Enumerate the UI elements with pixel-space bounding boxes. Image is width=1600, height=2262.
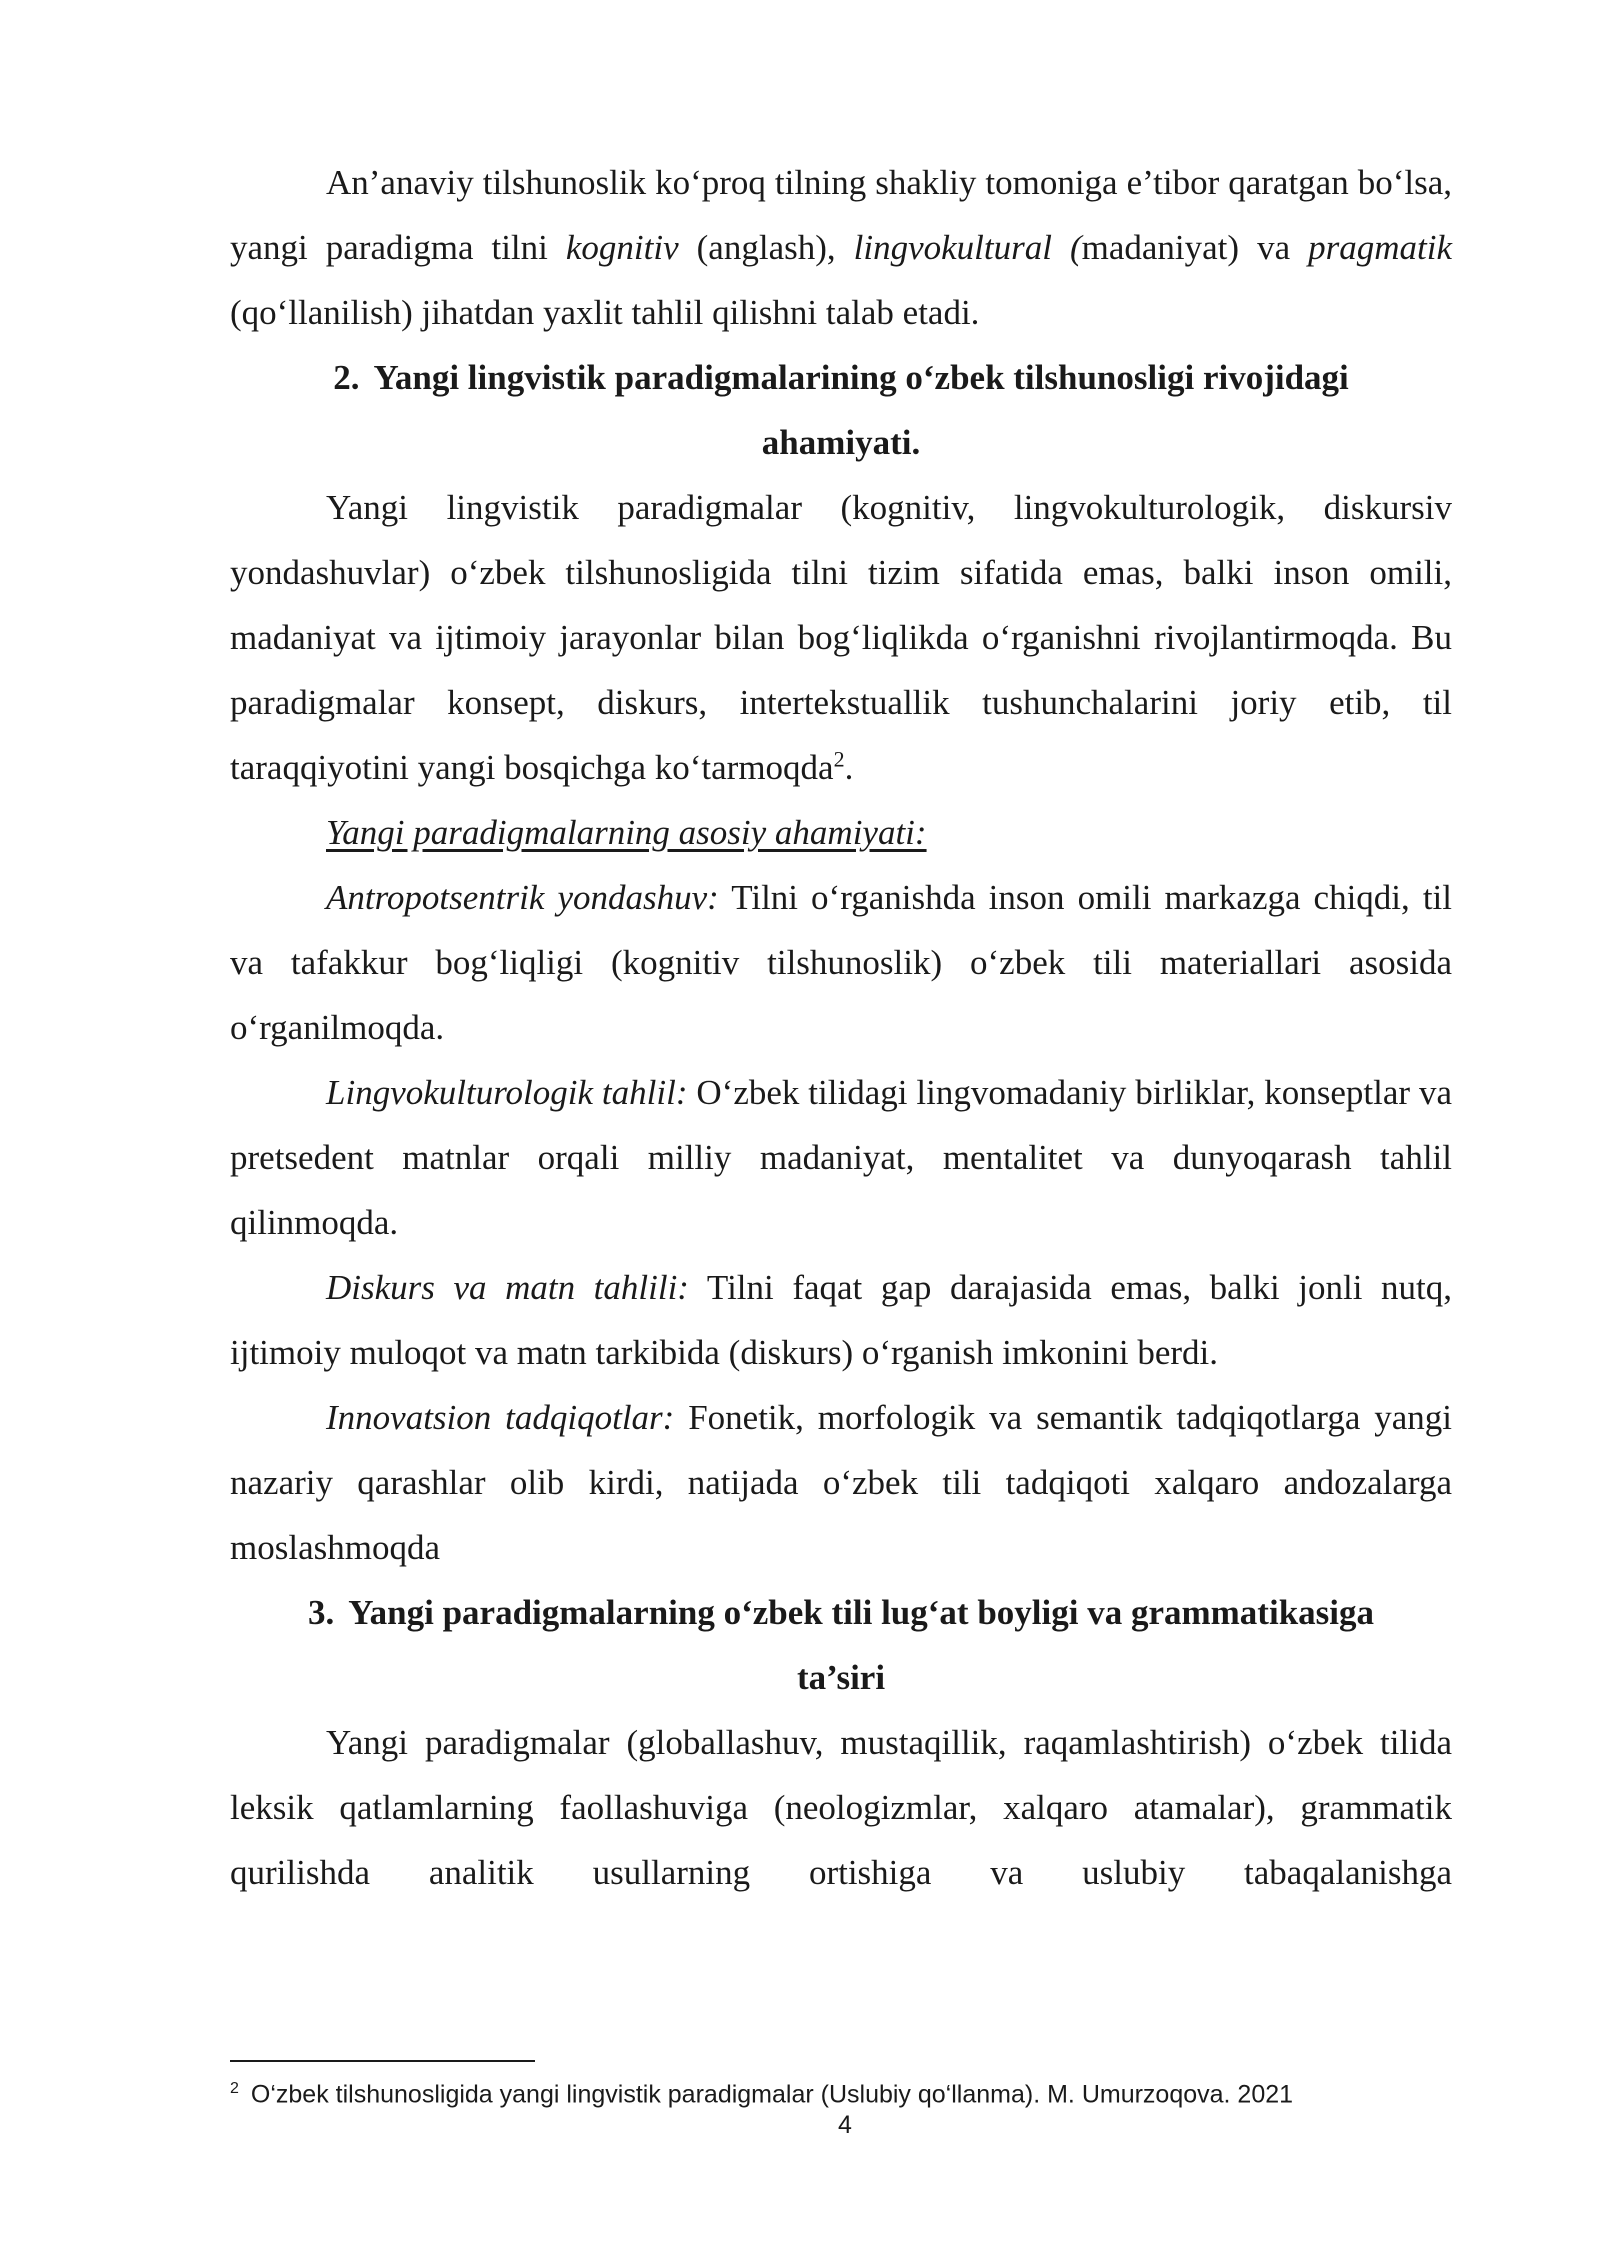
paragraph-text: An’anaviy tilshunoslik ko‘proq tilning shakliy tomoniga e’tibor qaratgan bo‘lsa, yangi paradigma tilni	[230, 163, 1452, 267]
item-text: Fonetik, morfologik va semantik tadqiqotlarga yangi nazariy qarashlar olib kirdi, natijada o‘zbek tili tadqiqoti xalqaro andozalarga moslashmoqda	[230, 1398, 1452, 1567]
paragraph-text: (anglash),	[678, 228, 854, 267]
footnote-reference[interactable]: 2	[833, 746, 845, 772]
paragraph-text: madaniyat) va	[1081, 228, 1309, 267]
paragraph-text: (qo‘llanilish) jihatdan yaxlit tahlil qilishni talab etadi.	[230, 293, 980, 332]
term-lingvokultural: lingvokultural (	[853, 228, 1082, 267]
footnote	[230, 2072, 1293, 2111]
paragraph-section-3	[230, 1710, 1452, 1905]
subheading	[230, 800, 1452, 865]
item-term: Lingvokulturologik tahlil:	[326, 1073, 688, 1112]
list-item	[230, 1255, 1452, 1385]
paragraph-text: Yangi paradigmalar (globallashuv, mustaqillik, raqamlashtirish) o‘zbek tilida leksik qatlamlarning faollashuviga (neologizmlar, xalqaro atamalar), grammatik qurilishda analitik usullarning ortishiga va uslubiy tabaqalanishga	[230, 1723, 1452, 1892]
section-heading-3	[230, 1580, 1452, 1710]
paragraph-text: .	[844, 748, 854, 787]
subheading-text: Yangi paradigmalarning asosiy ahamiyati:	[326, 813, 927, 852]
section-heading-line2: ahamiyati.	[761, 423, 921, 462]
page-number: 4	[838, 2111, 852, 2139]
footnote-text: O‘zbek tilshunosligida yangi lingvistik paradigmalar (Uslubiy qo‘llanma). M. Umurzoqova. 2021	[250, 2080, 1294, 2109]
term-pragmatik: pragmatik	[1308, 228, 1452, 267]
list-item	[230, 865, 1452, 1060]
term-kognitiv: kognitiv	[565, 228, 679, 267]
item-text: O‘zbek tilidagi lingvomadaniy birliklar, konseptlar va pretsedent matnlar orqali milliy madaniyat, mentalitet va dunyoqarash tahlil qilinmoqda.	[230, 1073, 1452, 1242]
list-item	[230, 1385, 1452, 1580]
paragraph-text: Yangi lingvistik paradigmalar (kognitiv, lingvokulturologik, diskursiv yondashuvlar) o‘zbek tilshunosligida tilni tizim sifatida emas, balki inson omili, madaniyat va ijtimoiy jarayonlar bilan bog‘liqlikda o‘rganishni rivojlantirmoqda. Bu paradigmalar konsept, diskurs, intertekstuallik tushunchalarini joriy etib, til taraqqiyotini yangi bosqichga ko‘tarmoqda	[230, 488, 1452, 787]
item-term: Innovatsion tadqiqotlar:	[326, 1398, 675, 1437]
item-term: Diskurs va matn tahlili:	[326, 1268, 689, 1307]
list-item	[230, 1060, 1452, 1255]
footnote-separator	[230, 2060, 535, 2062]
paragraph-section-2	[230, 475, 1452, 800]
section-heading-line1: Yangi paradigmalarning o‘zbek tili lug‘at boyligi va grammatikasiga	[348, 1593, 1374, 1632]
section-heading-line1: Yangi lingvistik paradigmalarining o‘zbek tilshunosligi rivojidagi	[373, 358, 1349, 397]
section-heading-line2: ta’siri	[796, 1658, 886, 1697]
paragraph-intro	[230, 150, 1452, 345]
item-text: Tilni o‘rganishda inson omili markazga chiqdi, til va tafakkur bog‘liqligi (kognitiv tilshunoslik) o‘zbek tili materiallari asosida o‘rganilmoqda.	[230, 878, 1452, 1047]
item-text: Tilni faqat gap darajasida emas, balki jonli nutq, ijtimoiy muloqot va matn tarkibida (diskurs) o‘rganish imkonini berdi.	[230, 1268, 1452, 1372]
section-number: 2.	[333, 358, 360, 397]
item-term: Antropotsentrik yondashuv:	[326, 878, 719, 917]
document-page	[230, 150, 1452, 1905]
footnote-number: 2	[230, 2080, 239, 2097]
section-number: 3.	[308, 1593, 335, 1632]
section-heading-2	[230, 345, 1452, 475]
